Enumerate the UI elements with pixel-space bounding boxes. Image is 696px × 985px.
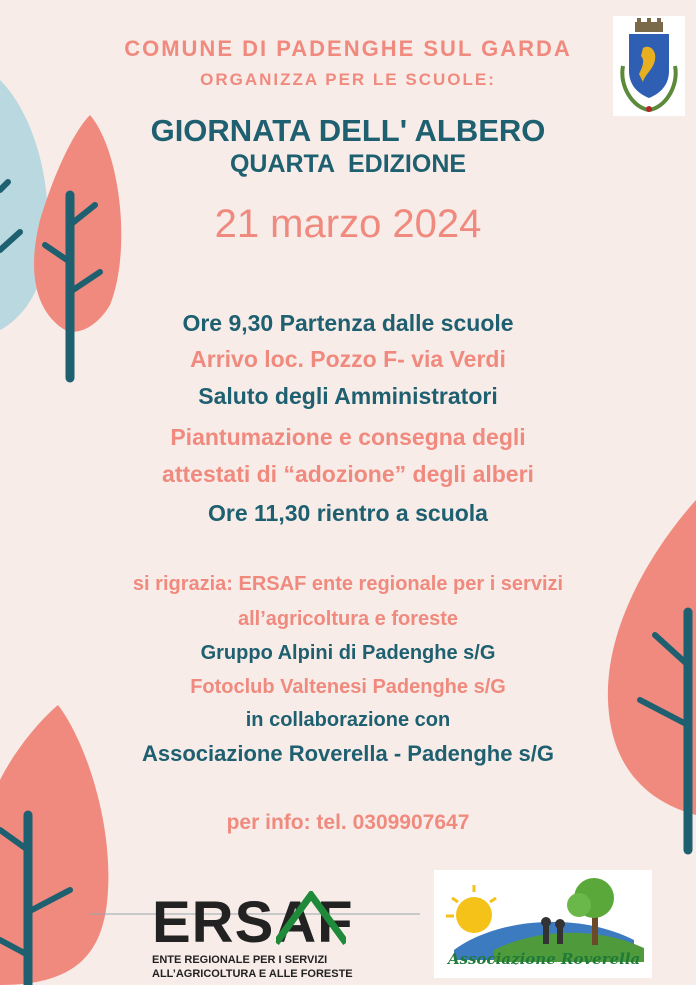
- program-line: Arrivo loc. Pozzo F- via Verdi: [190, 346, 506, 372]
- thanks-line: Gruppo Alpini di Padenghe s/G: [200, 642, 496, 664]
- thanks-line: si rigrazia: ERSAF ente regionale per i servizi: [132, 573, 564, 595]
- thanks-line: in collaborazione con: [245, 709, 451, 731]
- program-line: Piantumazione e consegna degli: [170, 424, 526, 450]
- municipal-crest-logo: [613, 16, 685, 116]
- header-organizes: ORGANIZZA PER LE SCUOLE:: [200, 70, 496, 89]
- event-date: 21 marzo 2024: [214, 202, 482, 246]
- ersaf-wordmark: ERSAF: [152, 890, 354, 955]
- program-line: Ore 11,30 rientro a scuola: [208, 500, 488, 526]
- event-edition: QUARTA EDIZIONE: [229, 150, 467, 178]
- ersaf-subtitle: [152, 953, 353, 981]
- ersaf-subtitle-line: ENTE REGIONALE PER I SERVIZI: [152, 954, 328, 966]
- thanks-line: Associazione Roverella - Padenghe s/G: [141, 741, 555, 766]
- header-municipality: COMUNE DI PADENGHE SUL GARDA: [124, 36, 572, 61]
- thanks-line: all’agricoltura e foreste: [237, 608, 459, 630]
- ersaf-subtitle-line: ALL’AGRICOLTURA E ALLE FORESTE: [152, 968, 353, 980]
- roverella-logo: [434, 870, 652, 978]
- program-line: Saluto degli Amministratori: [198, 383, 498, 409]
- ersaf-logo: [144, 885, 356, 985]
- program-line: attestati di “adozione” degli alberi: [162, 461, 534, 487]
- event-title: GIORNATA DELL' ALBERO: [150, 113, 546, 148]
- program-line: Ore 9,30 Partenza dalle scuole: [182, 310, 514, 336]
- thanks-line: Fotoclub Valtenesi Padenghe s/G: [190, 676, 506, 698]
- roverella-wordmark: Associazione Roverella: [448, 950, 641, 968]
- ersaf-roof-icon: [276, 891, 346, 946]
- info-phone: per info: tel. 0309907647: [226, 811, 470, 834]
